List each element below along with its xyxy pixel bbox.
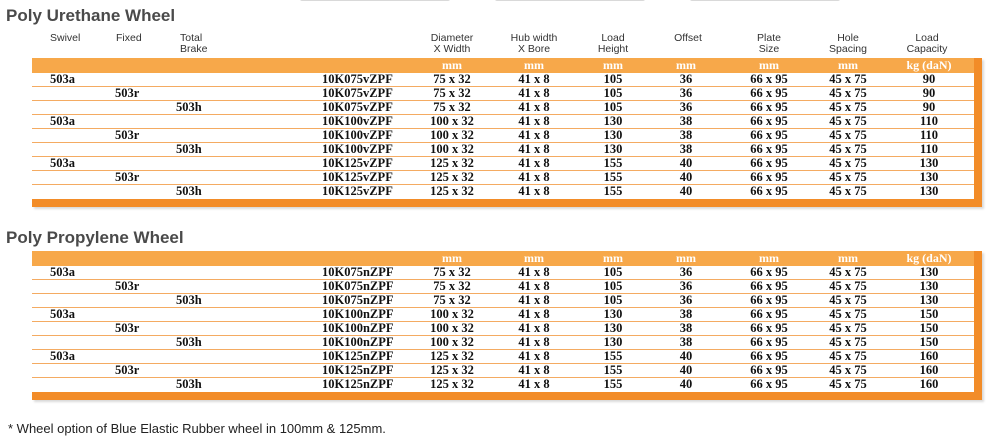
- cell-hub: 41 x 8: [518, 114, 550, 128]
- cell-capacity: 130: [919, 265, 939, 279]
- cell-diameter: 100 x 32: [430, 114, 474, 128]
- header-load-height-line2: Height: [597, 43, 629, 55]
- cell-fixed: 503r: [115, 363, 140, 377]
- cell-load-height: 130: [603, 307, 623, 321]
- cell-plate: 66 x 95: [750, 265, 788, 279]
- cell-load-height: 155: [603, 156, 623, 170]
- table-row: [32, 115, 974, 129]
- cell-hole: 45 x 75: [829, 377, 867, 391]
- cell-plate: 66 x 95: [750, 86, 788, 100]
- cell-plate: 66 x 95: [750, 156, 788, 170]
- unit-plate: mm: [759, 58, 779, 72]
- cell-plate: 66 x 95: [750, 100, 788, 114]
- cell-plate: 66 x 95: [750, 279, 788, 293]
- unit-hole: mm: [838, 251, 858, 265]
- header-hub-line1: Hub width: [510, 32, 558, 44]
- unit-capacity: kg (daN): [906, 58, 952, 72]
- header-hole-line2: Spacing: [829, 43, 867, 55]
- cell-hub: 41 x 8: [518, 142, 550, 156]
- cell-capacity: 150: [919, 321, 939, 335]
- cell-hub: 41 x 8: [518, 293, 550, 307]
- cell-offset: 36: [679, 265, 693, 279]
- cell-offset: 38: [679, 335, 693, 349]
- header-swivel: Swivel: [50, 32, 81, 44]
- cell-hub: 41 x 8: [518, 307, 550, 321]
- cell-hub: 41 x 8: [518, 156, 550, 170]
- cell-hub: 41 x 8: [518, 128, 550, 142]
- cell-code: 10K075nZPF: [322, 293, 394, 307]
- cell-code: 10K100vZPF: [322, 114, 393, 128]
- cell-total-brake: 503h: [176, 293, 202, 307]
- unit-offset: mm: [676, 58, 696, 72]
- cell-code: 10K100nZPF: [322, 307, 394, 321]
- cell-plate: 66 x 95: [750, 184, 788, 198]
- table-row: [32, 378, 974, 392]
- cell-hole: 45 x 75: [829, 156, 867, 170]
- cell-hole: 45 x 75: [829, 170, 867, 184]
- cell-swivel: 503a: [50, 72, 75, 86]
- cell-offset: 40: [679, 349, 693, 363]
- cell-load-height: 105: [603, 100, 623, 114]
- cell-code: 10K075vZPF: [322, 100, 393, 114]
- header-fixed: Fixed: [116, 32, 142, 44]
- cell-hub: 41 x 8: [518, 335, 550, 349]
- cell-capacity: 130: [919, 170, 939, 184]
- header-diameter-line1: Diameter: [430, 32, 474, 44]
- cell-hub: 41 x 8: [518, 377, 550, 391]
- cell-offset: 40: [679, 184, 693, 198]
- cell-offset: 36: [679, 72, 693, 86]
- cell-diameter: 100 x 32: [430, 307, 474, 321]
- cell-diameter: 75 x 32: [433, 72, 471, 86]
- table-row: [32, 322, 974, 336]
- cell-offset: 36: [679, 86, 693, 100]
- cell-plate: 66 x 95: [750, 114, 788, 128]
- table-row: [32, 185, 974, 199]
- cell-load-height: 105: [603, 293, 623, 307]
- cell-hub: 41 x 8: [518, 321, 550, 335]
- unit-hub: mm: [524, 58, 544, 72]
- cell-code: 10K075vZPF: [322, 72, 393, 86]
- unit-row: [32, 58, 974, 73]
- unit-hole: mm: [838, 58, 858, 72]
- table-row: [32, 294, 974, 308]
- header-capacity-line2: Capacity: [906, 43, 948, 55]
- cell-hub: 41 x 8: [518, 349, 550, 363]
- cell-hub: 41 x 8: [518, 170, 550, 184]
- cell-load-height: 155: [603, 170, 623, 184]
- cell-plate: 66 x 95: [750, 321, 788, 335]
- unit-load-height: mm: [603, 251, 623, 265]
- cell-total-brake: 503h: [176, 377, 202, 391]
- table-row: [32, 280, 974, 294]
- cell-hub: 41 x 8: [518, 279, 550, 293]
- cell-total-brake: 503h: [176, 184, 202, 198]
- cell-load-height: 155: [603, 363, 623, 377]
- header-hub-line2: X Bore: [517, 43, 551, 55]
- header-total-brake-line1: Total: [180, 32, 203, 44]
- cell-hub: 41 x 8: [518, 265, 550, 279]
- cell-diameter: 125 x 32: [430, 377, 474, 391]
- cell-offset: 36: [679, 293, 693, 307]
- cell-plate: 66 x 95: [750, 377, 788, 391]
- table-row: [32, 87, 974, 101]
- cell-diameter: 75 x 32: [433, 279, 471, 293]
- cell-offset: 38: [679, 321, 693, 335]
- cell-plate: 66 x 95: [750, 293, 788, 307]
- cell-hole: 45 x 75: [829, 363, 867, 377]
- cell-offset: 38: [679, 307, 693, 321]
- cell-code: 10K125vZPF: [322, 184, 393, 198]
- cell-plate: 66 x 95: [750, 72, 788, 86]
- table-row: [32, 171, 974, 185]
- cell-load-height: 105: [603, 72, 623, 86]
- cell-code: 10K075vZPF: [322, 86, 393, 100]
- cell-capacity: 150: [919, 335, 939, 349]
- cell-hole: 45 x 75: [829, 307, 867, 321]
- cell-diameter: 75 x 32: [433, 293, 471, 307]
- cell-diameter: 100 x 32: [430, 335, 474, 349]
- cell-swivel: 503a: [50, 114, 75, 128]
- table-row: [32, 101, 974, 115]
- cell-load-height: 155: [603, 349, 623, 363]
- cell-offset: 36: [679, 100, 693, 114]
- cell-load-height: 155: [603, 377, 623, 391]
- cell-capacity: 150: [919, 307, 939, 321]
- cell-hole: 45 x 75: [829, 142, 867, 156]
- cell-diameter: 125 x 32: [430, 156, 474, 170]
- cell-code: 10K125vZPF: [322, 156, 393, 170]
- cell-code: 10K100vZPF: [322, 142, 393, 156]
- cell-capacity: 160: [919, 363, 939, 377]
- cell-hole: 45 x 75: [829, 321, 867, 335]
- cell-capacity: 130: [919, 279, 939, 293]
- cell-code: 10K075nZPF: [322, 279, 394, 293]
- cell-hole: 45 x 75: [829, 293, 867, 307]
- cell-diameter: 125 x 32: [430, 363, 474, 377]
- unit-load-height: mm: [603, 58, 623, 72]
- cell-code: 10K075nZPF: [322, 265, 394, 279]
- cell-load-height: 105: [603, 279, 623, 293]
- cell-code: 10K125nZPF: [322, 363, 394, 377]
- table-row: [32, 350, 974, 364]
- header-plate-line2: Size: [758, 43, 780, 55]
- cell-hole: 45 x 75: [829, 265, 867, 279]
- unit-row: [32, 251, 974, 266]
- cell-capacity: 110: [919, 142, 939, 156]
- poly-urethane-title: Poly Urethane Wheel: [6, 6, 176, 25]
- cell-offset: 36: [679, 279, 693, 293]
- cell-fixed: 503r: [115, 128, 140, 142]
- cell-plate: 66 x 95: [750, 128, 788, 142]
- cell-diameter: 100 x 32: [430, 128, 474, 142]
- cell-total-brake: 503h: [176, 142, 202, 156]
- cropped-top-text: [300, 0, 860, 2]
- cell-plate: 66 x 95: [750, 142, 788, 156]
- cell-swivel: 503a: [50, 307, 75, 321]
- cell-plate: 66 x 95: [750, 349, 788, 363]
- header-offset: Offset: [674, 32, 702, 44]
- cell-offset: 40: [679, 377, 693, 391]
- cell-code: 10K100nZPF: [322, 321, 394, 335]
- table-row: [32, 336, 974, 350]
- cell-offset: 38: [679, 114, 693, 128]
- cell-hole: 45 x 75: [829, 128, 867, 142]
- cell-hole: 45 x 75: [829, 184, 867, 198]
- cell-hub: 41 x 8: [518, 72, 550, 86]
- cell-load-height: 130: [603, 335, 623, 349]
- cell-capacity: 90: [922, 86, 936, 100]
- cell-offset: 38: [679, 142, 693, 156]
- cell-plate: 66 x 95: [750, 170, 788, 184]
- cell-fixed: 503r: [115, 86, 140, 100]
- cell-capacity: 160: [919, 349, 939, 363]
- cell-hub: 41 x 8: [518, 86, 550, 100]
- table-row: [32, 143, 974, 157]
- cell-plate: 66 x 95: [750, 307, 788, 321]
- cell-code: 10K125nZPF: [322, 377, 394, 391]
- cell-hole: 45 x 75: [829, 86, 867, 100]
- cell-capacity: 90: [922, 72, 936, 86]
- unit-diameter: mm: [442, 251, 462, 265]
- header-total-brake-line2: Brake: [180, 43, 208, 55]
- cell-code: 10K100nZPF: [322, 335, 394, 349]
- table-row: [32, 266, 974, 280]
- cell-plate: 66 x 95: [750, 335, 788, 349]
- cell-hole: 45 x 75: [829, 72, 867, 86]
- cell-load-height: 130: [603, 128, 623, 142]
- cell-capacity: 130: [919, 293, 939, 307]
- unit-hub: mm: [524, 251, 544, 265]
- table-row: [32, 129, 974, 143]
- poly-propylene-title: Poly Propylene Wheel: [6, 228, 184, 247]
- footnote: * Wheel option of Blue Elastic Rubber wheel in 100mm & 125mm.: [8, 421, 386, 436]
- cell-code: 10K125vZPF: [322, 170, 393, 184]
- header-load-height-line1: Load: [601, 32, 625, 44]
- cell-load-height: 155: [603, 184, 623, 198]
- cell-diameter: 75 x 32: [433, 86, 471, 100]
- unit-offset: mm: [676, 251, 696, 265]
- cell-capacity: 160: [919, 377, 939, 391]
- header-plate-line1: Plate: [757, 32, 781, 44]
- unit-plate: mm: [759, 251, 779, 265]
- cell-fixed: 503r: [115, 321, 140, 335]
- cell-fixed: 503r: [115, 279, 140, 293]
- cell-hole: 45 x 75: [829, 114, 867, 128]
- cell-diameter: 75 x 32: [433, 265, 471, 279]
- cell-capacity: 130: [919, 156, 939, 170]
- cell-capacity: 130: [919, 184, 939, 198]
- cell-code: 10K125nZPF: [322, 349, 394, 363]
- cell-offset: 38: [679, 128, 693, 142]
- cell-load-height: 130: [603, 142, 623, 156]
- header-diameter-line2: X Width: [433, 43, 471, 55]
- cell-swivel: 503a: [50, 156, 75, 170]
- cell-plate: 66 x 95: [750, 363, 788, 377]
- cell-capacity: 110: [919, 128, 939, 142]
- cell-load-height: 105: [603, 86, 623, 100]
- unit-diameter: mm: [442, 58, 462, 72]
- poly-propylene-table: [32, 251, 982, 400]
- cell-load-height: 130: [603, 114, 623, 128]
- unit-capacity: kg (daN): [906, 251, 952, 265]
- cell-code: 10K100vZPF: [322, 128, 393, 142]
- cell-load-height: 105: [603, 265, 623, 279]
- poly-propylene-rows: [32, 266, 974, 392]
- cell-load-height: 130: [603, 321, 623, 335]
- cell-hole: 45 x 75: [829, 100, 867, 114]
- header-hole-line1: Hole: [837, 32, 859, 44]
- cell-hole: 45 x 75: [829, 279, 867, 293]
- cell-hole: 45 x 75: [829, 335, 867, 349]
- cell-diameter: 125 x 32: [430, 349, 474, 363]
- poly-urethane-table: [32, 58, 982, 207]
- cell-offset: 40: [679, 156, 693, 170]
- cell-capacity: 90: [922, 100, 936, 114]
- poly-urethane-rows: [32, 73, 974, 199]
- cell-hub: 41 x 8: [518, 184, 550, 198]
- table-row: [32, 364, 974, 378]
- cell-hub: 41 x 8: [518, 100, 550, 114]
- cell-hole: 45 x 75: [829, 349, 867, 363]
- cell-total-brake: 503h: [176, 100, 202, 114]
- cell-offset: 40: [679, 363, 693, 377]
- cell-offset: 40: [679, 170, 693, 184]
- table-row: [32, 73, 974, 87]
- cell-capacity: 110: [919, 114, 939, 128]
- cell-diameter: 125 x 32: [430, 170, 474, 184]
- cell-fixed: 503r: [115, 170, 140, 184]
- cell-diameter: 100 x 32: [430, 142, 474, 156]
- cell-diameter: 125 x 32: [430, 184, 474, 198]
- table-row: [32, 157, 974, 171]
- cell-swivel: 503a: [50, 265, 75, 279]
- cell-diameter: 100 x 32: [430, 321, 474, 335]
- header-capacity-line1: Load: [915, 32, 939, 44]
- cell-total-brake: 503h: [176, 335, 202, 349]
- table-row: [32, 308, 974, 322]
- cell-hub: 41 x 8: [518, 363, 550, 377]
- cell-diameter: 75 x 32: [433, 100, 471, 114]
- cell-swivel: 503a: [50, 349, 75, 363]
